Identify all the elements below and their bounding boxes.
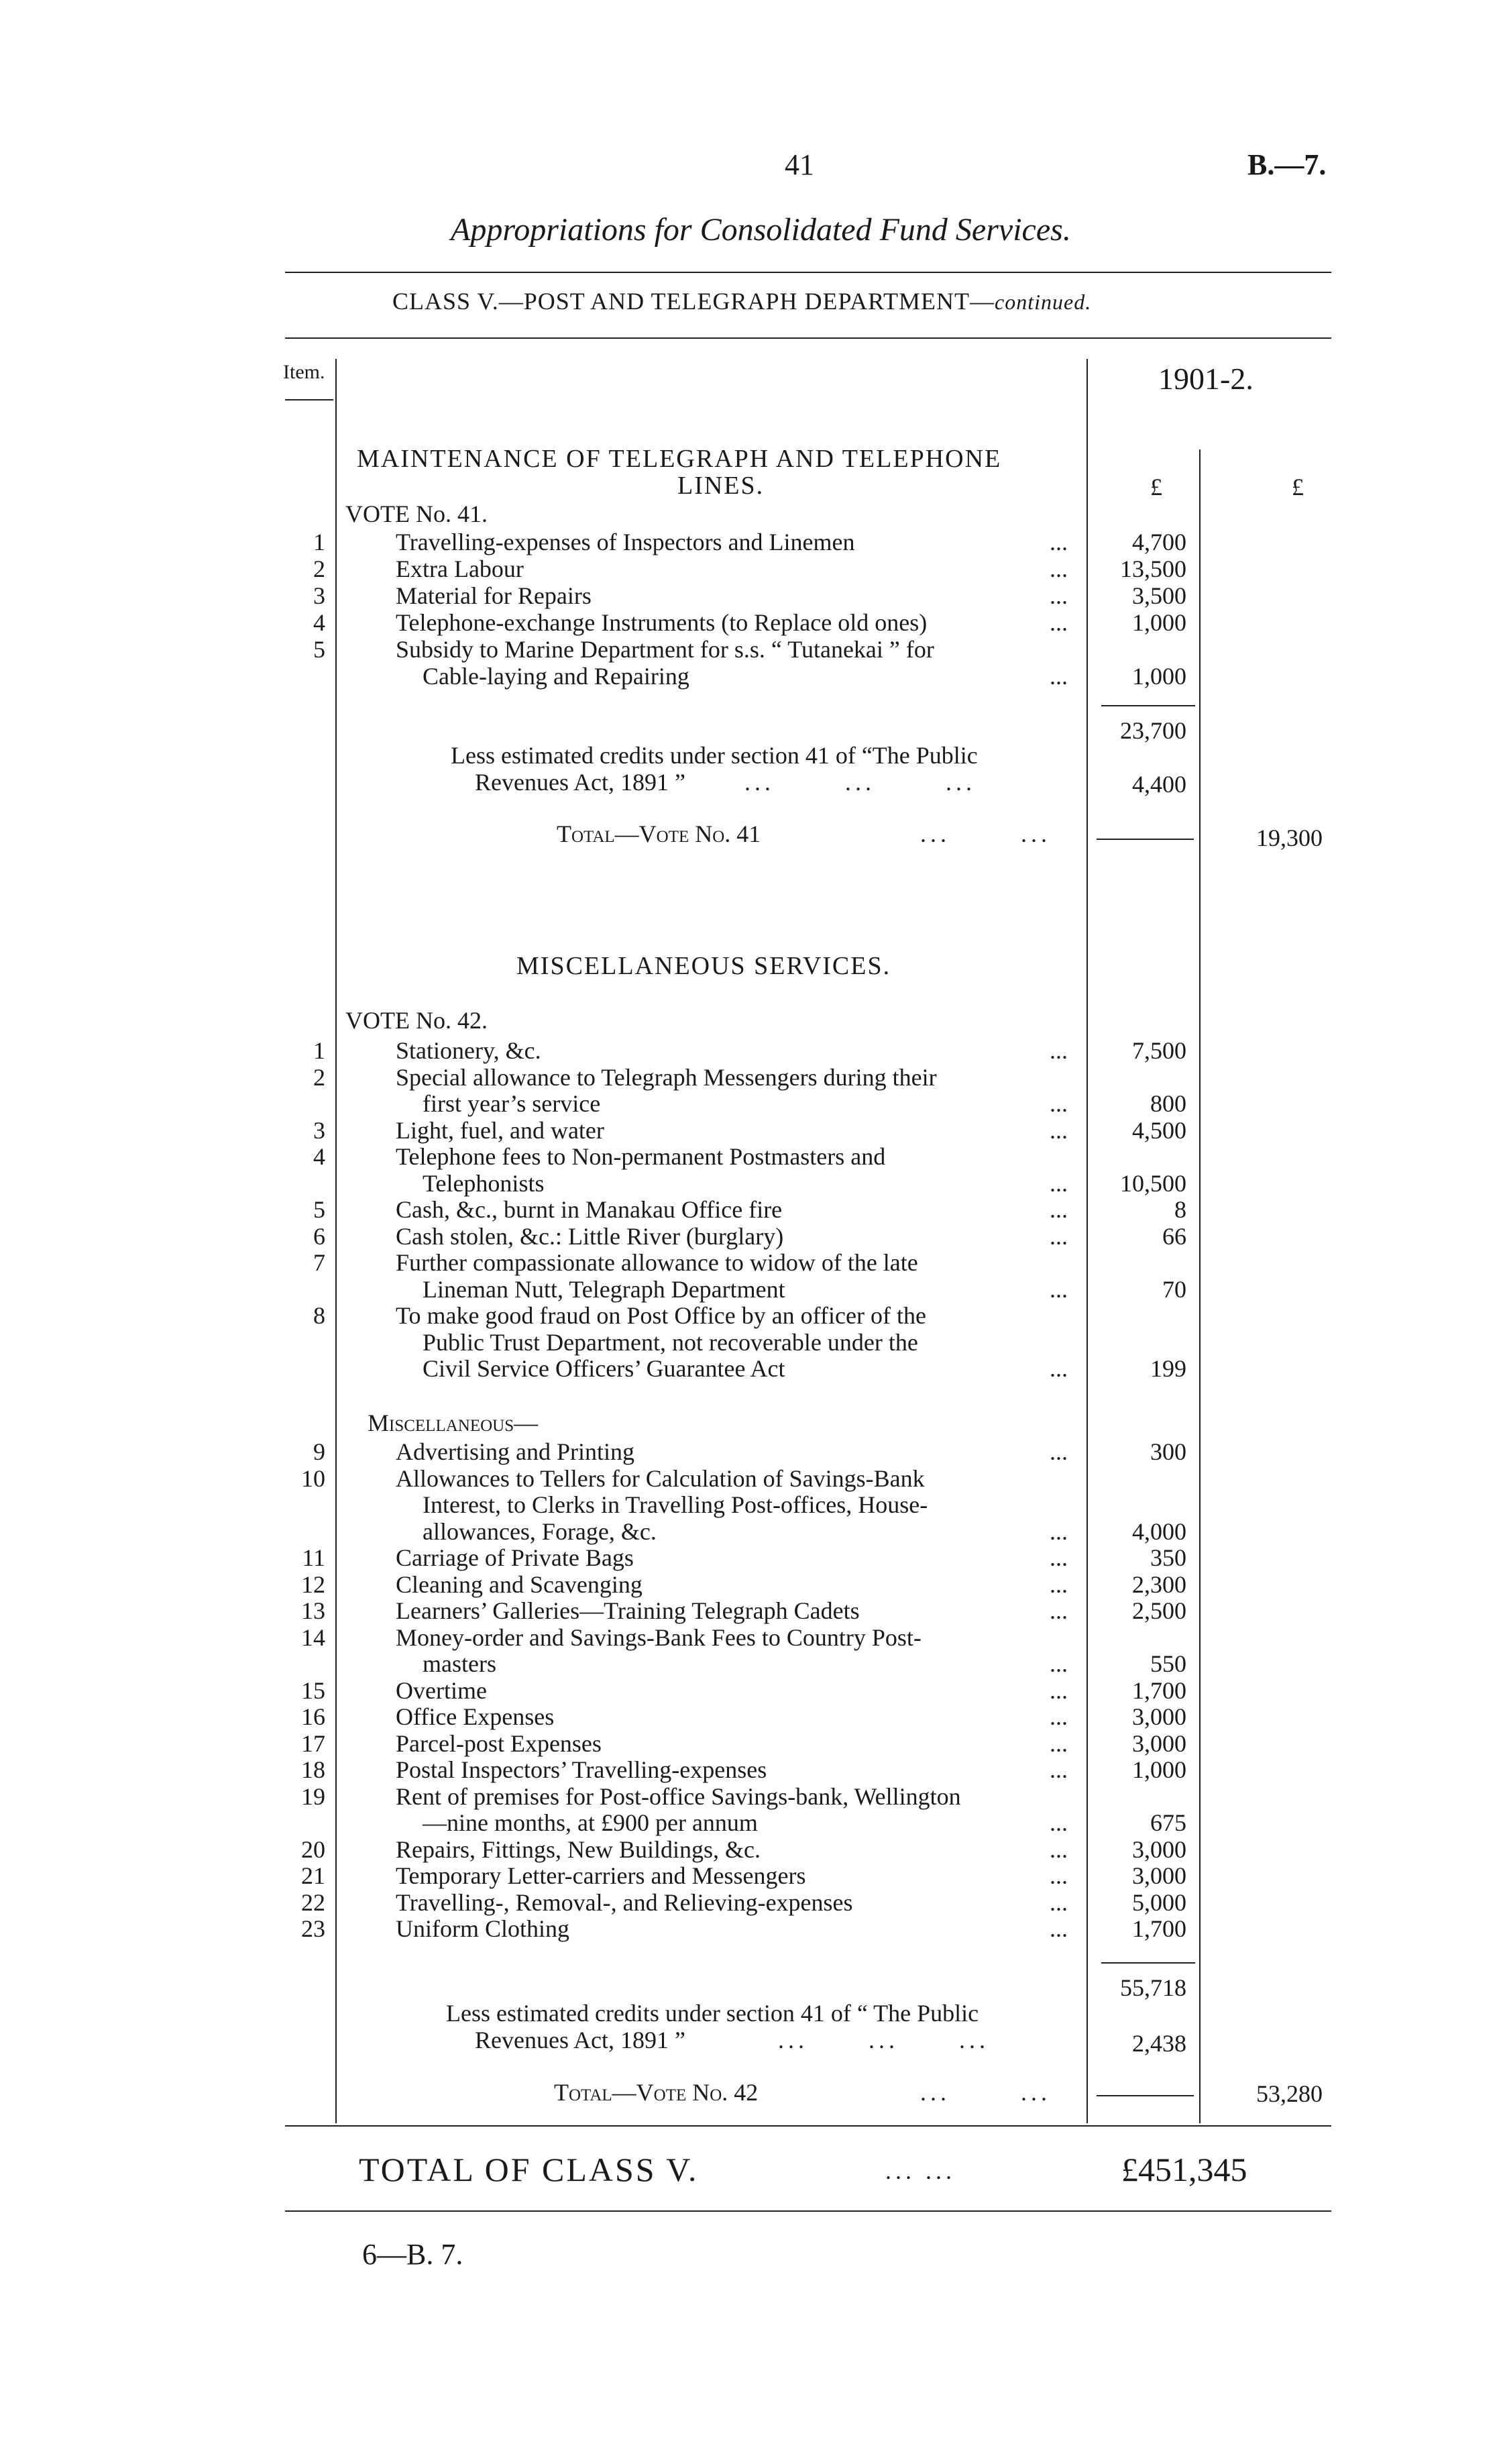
item-amount: 70 xyxy=(1162,1275,1186,1303)
leader-dots: ... xyxy=(1050,1835,1068,1863)
item-description: Office Expenses xyxy=(396,1703,555,1730)
item-amount: 1,000 xyxy=(1132,609,1186,636)
item-amount: 1,000 xyxy=(1132,663,1186,690)
leader-dots: ... xyxy=(1050,609,1068,636)
item-amount: 4,500 xyxy=(1132,1116,1186,1144)
item-amount: 2,500 xyxy=(1132,1597,1186,1624)
rule-top xyxy=(285,272,1331,273)
document-reference: B.—7. xyxy=(1247,148,1327,181)
leader-dots: ... xyxy=(1050,555,1068,582)
leader-dots: ... xyxy=(1050,1888,1068,1916)
item-description: Public Trust Department, not recoverable under the xyxy=(423,1328,918,1356)
item-amount: 10,500 xyxy=(1120,1169,1186,1197)
item-amount: 5,000 xyxy=(1132,1888,1186,1916)
vote41-total-rule xyxy=(1097,839,1194,840)
vote42-subtotal-rule xyxy=(1101,1962,1195,1964)
item-amount: 66 xyxy=(1162,1222,1186,1250)
leader-dots: ... xyxy=(1050,1650,1068,1677)
item-description: Repairs, Fittings, New Buildings, &c. xyxy=(396,1835,761,1863)
item-number: 19 xyxy=(301,1782,325,1810)
leader-dots: ... xyxy=(1050,1915,1068,1942)
item-amount: 4,000 xyxy=(1132,1517,1186,1545)
rule-below-class-total xyxy=(285,2210,1331,2212)
item-amount: 1,700 xyxy=(1132,1676,1186,1704)
item-number: 15 xyxy=(301,1676,325,1704)
leader-dots: ... xyxy=(1050,582,1068,609)
page-title: Appropriations for Consolidated Fund Services. xyxy=(451,212,1071,248)
item-amount: 800 xyxy=(1150,1090,1186,1117)
leader-dots: ... xyxy=(1050,1355,1068,1382)
item-amount: 350 xyxy=(1150,1544,1186,1571)
item-description: Telephone-exchange Instruments (to Replace old ones) xyxy=(396,609,928,636)
leader-dots: ... xyxy=(1050,1090,1068,1117)
item-description: Telephonists xyxy=(423,1169,545,1197)
item-amount: 3,500 xyxy=(1132,582,1186,609)
item-description: allowances, Forage, &c. xyxy=(423,1517,657,1545)
item-description: Extra Labour xyxy=(396,555,524,582)
miscellaneous-subheading: Miscellaneous— xyxy=(368,1409,539,1436)
item-amount: 550 xyxy=(1150,1650,1186,1677)
item-number: 18 xyxy=(301,1756,325,1783)
item-description: Cable-laying and Repairing xyxy=(423,663,689,690)
item-description: Overtime xyxy=(396,1676,487,1704)
vote41-heading-2: LINES. xyxy=(677,472,765,500)
item-number: 2 xyxy=(313,555,325,582)
vote41-less-dots: ... ... ... xyxy=(744,769,976,796)
item-number: 14 xyxy=(301,1623,325,1651)
leader-dots: ... xyxy=(1050,1544,1068,1571)
leader-dots: ... xyxy=(1050,1275,1068,1303)
class-total-amount: £451,345 xyxy=(1121,2151,1247,2188)
table-rule-amounts xyxy=(1086,359,1088,2123)
item-description: Cash stolen, &c.: Little River (burglary) xyxy=(396,1222,784,1250)
item-amount: 3,000 xyxy=(1132,1835,1186,1863)
item-number: 23 xyxy=(301,1915,325,1942)
leader-dots: ... xyxy=(1050,663,1068,690)
leader-dots: ... xyxy=(1050,1438,1068,1465)
item-description: Allowances to Tellers for Calculation of Savings-Bank xyxy=(396,1464,925,1492)
item-number: 11 xyxy=(302,1544,325,1571)
item-description: Civil Service Officers’ Guarantee Act xyxy=(423,1355,785,1382)
item-number: 5 xyxy=(313,1196,325,1223)
item-number: 5 xyxy=(313,636,325,663)
vote41-subtotal: 23,700 xyxy=(1120,717,1186,744)
item-number: 10 xyxy=(301,1464,325,1492)
item-description: Temporary Letter-carriers and Messengers xyxy=(396,1862,806,1889)
vote42-label: VOTE No. 42. xyxy=(345,1007,488,1034)
item-description: Uniform Clothing xyxy=(396,1915,569,1942)
vote41-subtotal-rule xyxy=(1101,705,1195,706)
item-description: Parcel-post Expenses xyxy=(396,1729,602,1757)
item-number: 12 xyxy=(301,1570,325,1598)
vote41-less-amount: 4,400 xyxy=(1132,771,1186,798)
item-number: 6 xyxy=(313,1222,325,1250)
item-number: 4 xyxy=(313,609,325,636)
leader-dots: ... xyxy=(1050,1037,1068,1064)
leader-dots: ... xyxy=(1050,1517,1068,1545)
leader-dots: ... xyxy=(1050,1756,1068,1783)
item-amount: 3,000 xyxy=(1132,1729,1186,1757)
item-amount: 7,500 xyxy=(1132,1037,1186,1064)
leader-dots: ... xyxy=(1050,1676,1068,1704)
leader-dots: ... xyxy=(1050,529,1068,555)
item-number: 17 xyxy=(301,1729,325,1757)
fiscal-year-header: 1901-2. xyxy=(1158,362,1253,396)
vote42-total: 53,280 xyxy=(1256,2080,1323,2107)
vote41-less-line-2: Revenues Act, 1891 ” xyxy=(475,769,685,796)
item-amount: 1,000 xyxy=(1132,1756,1186,1783)
item-amount: 3,000 xyxy=(1132,1703,1186,1730)
leader-dots: ... xyxy=(1050,1169,1068,1197)
vote41-total-label: Total—Vote No. 41 xyxy=(557,820,761,847)
item-amount: 675 xyxy=(1150,1809,1186,1836)
item-description: Money-order and Savings-Bank Fees to Country Post- xyxy=(396,1623,922,1651)
item-number: 1 xyxy=(313,529,325,555)
vote41-label: VOTE No. 41. xyxy=(345,500,488,527)
item-number: 3 xyxy=(313,582,325,609)
leader-dots: ... xyxy=(1050,1729,1068,1757)
item-amount: 1,700 xyxy=(1132,1915,1186,1942)
pound-symbol-totals: £ xyxy=(1292,474,1304,500)
item-description: —nine months, at £900 per annum xyxy=(423,1809,758,1836)
leader-dots: ... xyxy=(1050,1222,1068,1250)
item-amount: 300 xyxy=(1150,1438,1186,1465)
page-number: 41 xyxy=(785,148,814,181)
item-amount: 4,700 xyxy=(1132,529,1186,555)
vote41-heading-1: MAINTENANCE OF TELEGRAPH AND TELEPHONE xyxy=(357,445,1002,473)
class-title-continued: continued. xyxy=(995,290,1092,314)
class-total-label: TOTAL OF CLASS V. xyxy=(359,2151,699,2188)
item-description: Cash, &c., burnt in Manakau Office fire xyxy=(396,1196,783,1223)
vote42-total-rule xyxy=(1097,2095,1194,2096)
item-description: Cleaning and Scavenging xyxy=(396,1570,643,1598)
item-amount: 199 xyxy=(1150,1355,1186,1382)
item-number: 16 xyxy=(301,1703,325,1730)
table-rule-subamounts xyxy=(1199,449,1201,2123)
rule-table-top xyxy=(285,337,1331,339)
pound-symbol-subtotals: £ xyxy=(1150,474,1162,500)
sheet-reference: 6—B. 7. xyxy=(362,2238,463,2271)
item-description: Further compassionate allowance to widow of the late xyxy=(396,1249,918,1276)
leader-dots: ... xyxy=(1050,1862,1068,1889)
item-amount: 2,300 xyxy=(1132,1570,1186,1598)
item-description: Interest, to Clerks in Travelling Post-offices, House- xyxy=(423,1491,928,1518)
class-total-dots: ... ... xyxy=(885,2157,956,2184)
vote41-total: 19,300 xyxy=(1256,824,1323,851)
item-description: Travelling-, Removal-, and Relieving-expenses xyxy=(396,1888,853,1916)
leader-dots: ... xyxy=(1050,1116,1068,1144)
item-description: masters xyxy=(423,1650,496,1677)
item-number: 7 xyxy=(313,1249,325,1276)
leader-dots: ... xyxy=(1050,1703,1068,1730)
item-header-underline xyxy=(285,399,333,400)
item-description: Carriage of Private Bags xyxy=(396,1544,634,1571)
item-number: 1 xyxy=(313,1037,325,1064)
vote41-less-line-1: Less estimated credits under section 41 of “The Public xyxy=(451,742,978,769)
vote42-less-amount: 2,438 xyxy=(1132,2030,1186,2057)
vote42-total-dots: ... ... xyxy=(920,2079,1051,2106)
item-description: Rent of premises for Post-office Savings-bank, Wellington xyxy=(396,1782,961,1810)
vote42-less-line-2: Revenues Act, 1891 ” xyxy=(475,2027,685,2053)
item-number: 20 xyxy=(301,1835,325,1863)
item-column-header: Item. xyxy=(283,361,325,383)
item-number: 21 xyxy=(301,1862,325,1889)
item-description: Advertising and Printing xyxy=(396,1438,634,1465)
item-description: Special allowance to Telegraph Messengers during their xyxy=(396,1063,937,1091)
leader-dots: ... xyxy=(1050,1570,1068,1598)
item-description: Learners’ Galleries—Training Telegraph Cadets xyxy=(396,1597,860,1624)
item-description: Subsidy to Marine Department for s.s. “ Tutanekai ” for xyxy=(396,636,934,663)
vote41-total-dots: ... ... xyxy=(920,820,1051,847)
item-number: 3 xyxy=(313,1116,325,1144)
item-number: 13 xyxy=(301,1597,325,1624)
item-description: Telephone fees to Non-permanent Postmasters and xyxy=(396,1143,886,1170)
item-number: 4 xyxy=(313,1143,325,1170)
vote42-less-dots: ... ... ... xyxy=(778,2027,989,2053)
item-description: Material for Repairs xyxy=(396,582,592,609)
leader-dots: ... xyxy=(1050,1597,1068,1624)
class-title: CLASS V.—POST AND TELEGRAPH DEPARTMENT— xyxy=(392,288,995,315)
item-amount: 3,000 xyxy=(1132,1862,1186,1889)
class-heading xyxy=(392,287,1091,315)
item-number: 8 xyxy=(313,1302,325,1329)
vote42-total-label: Total—Vote No. 42 xyxy=(554,2079,759,2106)
leader-dots: ... xyxy=(1050,1196,1068,1223)
vote42-heading: MISCELLANEOUS SERVICES. xyxy=(516,952,891,980)
item-number: 9 xyxy=(313,1438,325,1465)
item-description: To make good fraud on Post Office by an officer of the xyxy=(396,1302,926,1329)
item-amount: 13,500 xyxy=(1120,555,1186,582)
item-description: first year’s service xyxy=(423,1090,601,1117)
vote42-less-line-1: Less estimated credits under section 41 of “ The Public xyxy=(446,2000,979,2027)
table-rule-left xyxy=(335,359,337,2123)
item-description: Light, fuel, and water xyxy=(396,1116,604,1144)
item-number: 2 xyxy=(313,1063,325,1091)
leader-dots: ... xyxy=(1050,1809,1068,1836)
item-description: Travelling-expenses of Inspectors and Linemen xyxy=(396,529,855,555)
item-description: Lineman Nutt, Telegraph Department xyxy=(423,1275,785,1303)
item-description: Postal Inspectors’ Travelling-expenses xyxy=(396,1756,767,1783)
vote42-subtotal: 55,718 xyxy=(1120,1974,1186,2001)
item-description: Stationery, &c. xyxy=(396,1037,541,1064)
item-number: 22 xyxy=(301,1888,325,1916)
item-amount: 8 xyxy=(1174,1196,1186,1223)
rule-above-class-total xyxy=(285,2125,1331,2127)
